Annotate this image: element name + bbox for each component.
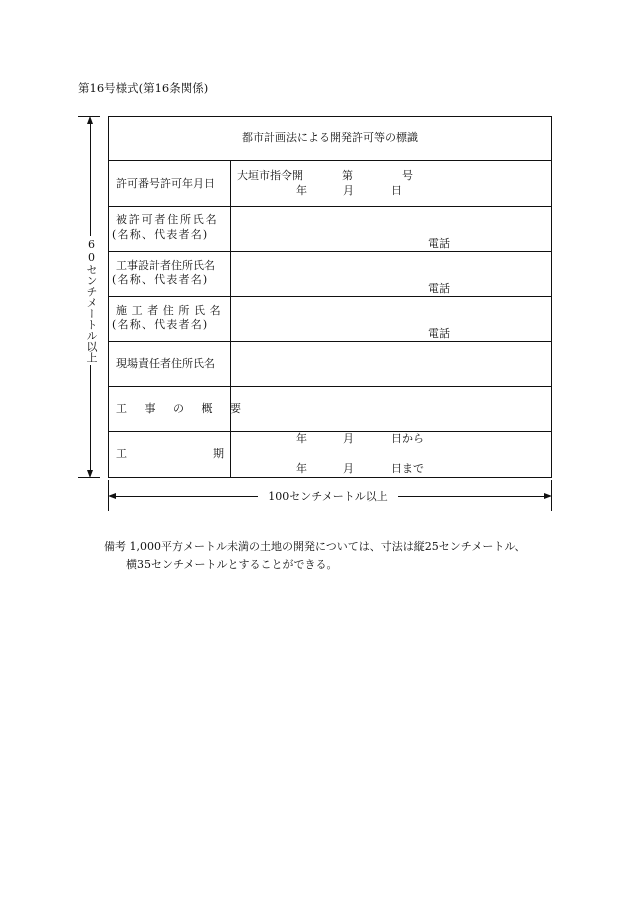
- permit-dai: 第: [342, 169, 353, 182]
- contractor-phone: 電話: [428, 327, 450, 340]
- permittee-phone: 電話: [428, 237, 450, 250]
- period-to-nen: 年: [296, 462, 307, 475]
- permit-go: 号: [402, 169, 413, 182]
- period-to-day: 日まで: [391, 462, 424, 475]
- note: [104, 538, 564, 574]
- note-line-2: 横35センチメートルとすることができる。: [126, 558, 338, 571]
- period-label-left: 工: [116, 447, 127, 460]
- contractor-label-2: (名称、代表者名): [112, 318, 209, 331]
- permit-nen: 年: [296, 184, 307, 197]
- sign-title: 都市計画法による開発許可等の標識: [242, 131, 418, 144]
- period-label-right: 期: [213, 447, 224, 460]
- designer-label-1: 工事設計者住所氏名: [116, 259, 215, 272]
- period-from-tsuki: 月: [343, 432, 354, 445]
- permit-label: 許可番号許可年月日: [116, 177, 215, 190]
- form-number: 第16号様式(第16条関係): [78, 81, 209, 95]
- site-manager-label: 現場責任者住所氏名: [116, 357, 215, 370]
- designer-phone: 電話: [428, 282, 450, 295]
- width-dimension-label: 100センチメートル以上: [258, 490, 398, 504]
- note-line-1: 備考 1,000平方メートル未満の土地の開発については、寸法は縦25センチメートル、: [104, 540, 526, 553]
- permittee-label-1: 被許可者住所氏名: [116, 213, 219, 226]
- permittee-label-2: (名称、代表者名): [112, 228, 209, 241]
- outline-label: 工 事 の 概 要: [116, 402, 243, 415]
- period-to-tsuki: 月: [343, 462, 354, 475]
- permit-tsuki: 月: [343, 184, 354, 197]
- height-dimension-label: 60センチメートル以上: [85, 238, 98, 363]
- permit-prefix: 大垣市指令開: [237, 169, 303, 182]
- period-from-nen: 年: [296, 432, 307, 445]
- permit-hi: 日: [391, 184, 402, 197]
- contractor-label-1: 施工者住所氏名: [116, 304, 226, 317]
- period-from-day: 日から: [391, 432, 424, 445]
- designer-label-2: (名称、代表者名): [112, 273, 209, 286]
